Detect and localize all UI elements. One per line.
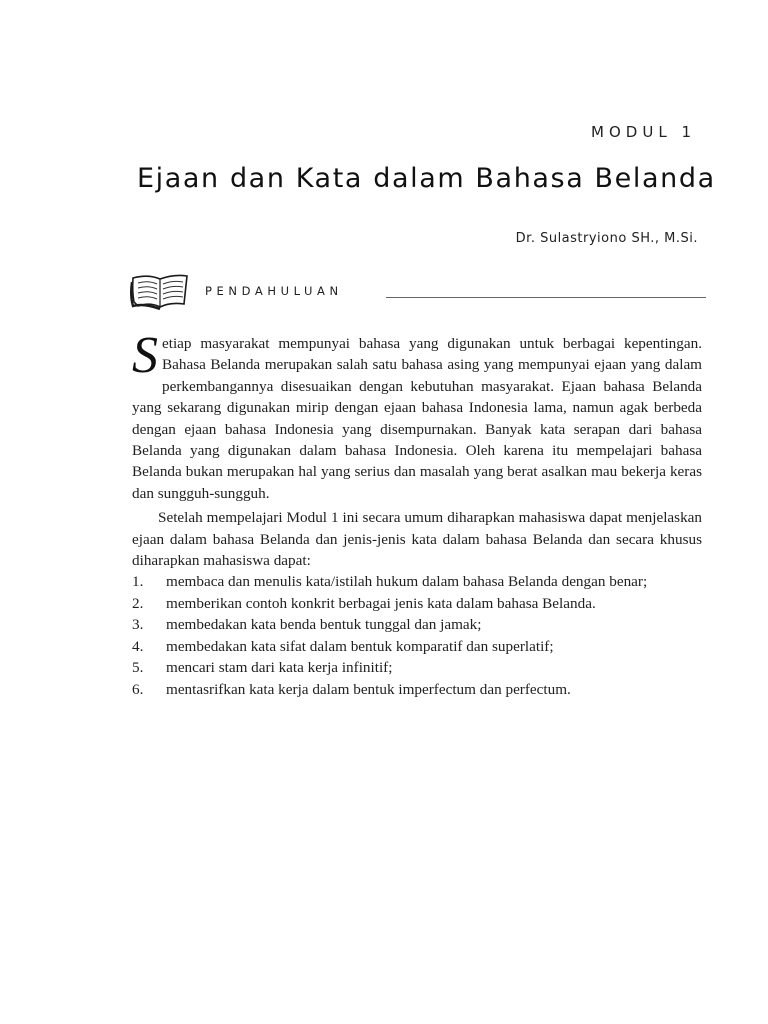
list-item-text: memberikan contoh konkrit berbagai jenis kata dalam bahasa Belanda. bbox=[166, 594, 596, 612]
list-item bbox=[132, 636, 702, 657]
list-item-text: membedakan kata benda bentuk tunggal dan jamak; bbox=[166, 616, 482, 634]
list-item-text: mencari stam dari kata kerja infinitif; bbox=[166, 659, 393, 677]
list-number: 4. bbox=[132, 637, 144, 655]
list-number: 2. bbox=[132, 594, 144, 612]
list-item-text: mentasrifkan kata kerja dalam bentuk imperfectum dan perfectum. bbox=[166, 680, 571, 698]
list-item-text: membedakan kata sifat dalam bentuk komparatif dan superlatif; bbox=[166, 637, 554, 655]
drop-cap: S bbox=[132, 327, 158, 384]
objectives-paragraph: Setelah mempelajari Modul 1 ini secara umum diharapkan mahasiswa dapat menjelaskan ejaan dalam bahasa Belanda dan jenis-jenis kata dalam bahasa Belanda dan secara khusus diharapkan mahasiswa dapat: bbox=[132, 509, 702, 570]
list-item bbox=[132, 657, 702, 678]
intro-paragraph bbox=[132, 327, 702, 504]
module-number: MODUL 1 bbox=[591, 123, 696, 141]
list-item bbox=[132, 571, 702, 592]
list-number: 6. bbox=[132, 680, 144, 698]
intro-paragraph-text: etiap masyarakat mempunyai bahasa yang digunakan untuk berbagai kepentingan. Bahasa Belanda merupakan salah satu bahasa asing yang mempunyai ejaan yang dalam perkembangannya disesuaikan dengan kebutuhan masyarakat. Ejaan bahasa Belanda yang sekarang digunakan mirip dengan ejaan bahasa Indonesia lama, namun agak berbeda dengan ejaan bahasa Indonesia yang disempurnakan. Banyak kata serapan dari bahasa Belanda yang digunakan dalam bahasa Indonesia. Oleh karena itu mempelajari bahasa Belanda bukan merupakan hal yang serius dan masalah yang berat asalkan mau bekerja keras dan sungguh-sungguh. bbox=[132, 335, 702, 502]
open-book-icon bbox=[130, 272, 190, 312]
list-item bbox=[132, 614, 702, 635]
section-divider bbox=[386, 297, 706, 298]
list-number: 1. bbox=[132, 573, 144, 591]
author-line: Dr. Sulastryiono SH., M.Si. bbox=[515, 231, 698, 246]
list-item-text: membaca dan menulis kata/istilah hukum dalam bahasa Belanda dengan benar; bbox=[166, 573, 648, 591]
list-number: 5. bbox=[132, 659, 144, 677]
list-item bbox=[132, 679, 702, 700]
section-heading bbox=[130, 272, 706, 312]
section-label: PENDAHULUAN bbox=[205, 284, 343, 298]
list-item bbox=[132, 593, 702, 614]
objectives-list bbox=[132, 571, 702, 699]
list-number: 3. bbox=[132, 616, 144, 634]
page-title: Ejaan dan Kata dalam Bahasa Belanda bbox=[137, 163, 716, 194]
body-text bbox=[132, 327, 702, 700]
